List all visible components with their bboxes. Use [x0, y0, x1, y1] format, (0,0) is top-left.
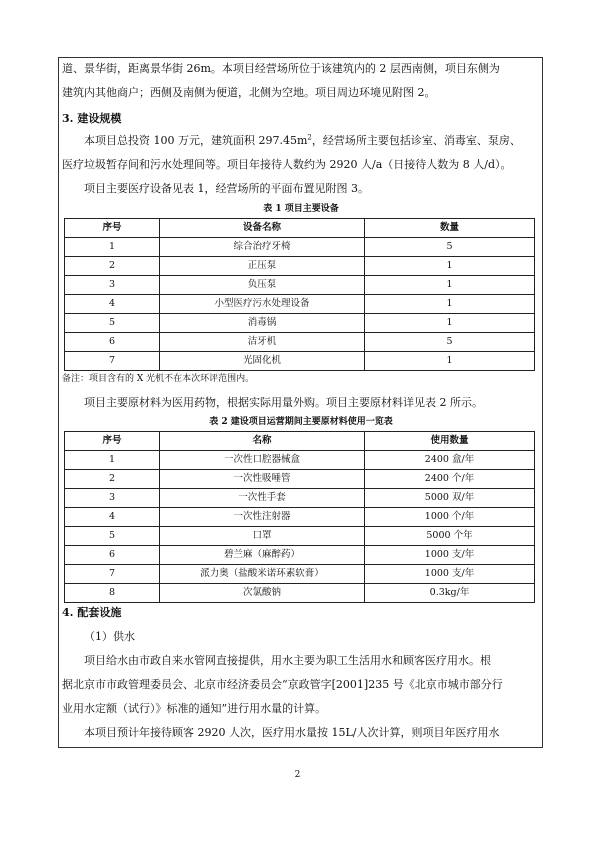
table-1-caption: 表 1 项目主要设备: [263, 204, 339, 214]
section-4-heading: 4. 配套设施: [62, 606, 122, 619]
section-4-para-2-line-1: 本项目预计年接待顾客 2920 人次，医疗用水量按 15L/人次计算，则项目年医疗用水: [84, 726, 500, 739]
intro-line-2: 建筑内其他商户；西侧及南侧为便道，北侧为空地。项目周边环境见附图 2。: [62, 86, 436, 99]
table-row: 3 负压泵 1: [65, 276, 535, 295]
intro-line-1: 道、景华街，距离景华街 26m。本项目经营场所位于该建筑内的 2 层西南侧，项目东侧为: [62, 62, 500, 75]
section-4-para-1-line-1: 项目给水由市政自来水管网直接提供，用水主要为职工生活用水和顾客医疗用水。根: [84, 654, 491, 667]
page-number: 2: [294, 770, 301, 780]
table-1-note: 备注：项目含有的 X 光机不在本次环评范围内。: [62, 374, 255, 384]
equipment-table: [64, 218, 535, 371]
table-header-row: [65, 432, 535, 451]
table-row: 4 小型医疗污水处理设备 1: [65, 295, 535, 314]
table-row: 4 一次性注射器 1000 个/年: [65, 508, 535, 527]
table-row: 6 碧兰麻（麻醉药） 1000 支/年: [65, 546, 535, 565]
table-row: 2 一次性吸唾管 2400 个/年: [65, 470, 535, 489]
header-seq: 序号: [65, 219, 160, 238]
table-row: 3 一次性手套 5000 双/年: [65, 489, 535, 508]
table-row: 8 次氯酸钠 0.3kg/年: [65, 584, 535, 603]
table-row: 5 消毒锅 1: [65, 314, 535, 333]
header-material-name: 名称: [160, 432, 365, 451]
table-row: 7 光固化机 1: [65, 352, 535, 371]
table-row: 5 口罩 5000 个年: [65, 527, 535, 546]
materials-intro: 项目主要原材料为医用药物，根据实际用量外购。项目主要原材料详见表 2 所示。: [84, 396, 483, 409]
header-quantity: 数量: [365, 219, 535, 238]
header-usage: 使用数量: [365, 432, 535, 451]
table-row: 1 一次性口腔器械盒 2400 盒/年: [65, 451, 535, 470]
table-row: 6 洁牙机 5: [65, 333, 535, 352]
header-seq: 序号: [65, 432, 160, 451]
section-3-line-2: 医疗垃圾暂存间和污水处理间等。项目年接待人数约为 2920 人/a（日接待人数为 8 人/d）。: [62, 158, 512, 171]
header-equipment-name: 设备名称: [160, 219, 365, 238]
table-row: 2 正压泵 1: [65, 257, 535, 276]
table-2-caption: 表 2 建设项目运营期间主要原材料使用一览表: [209, 417, 393, 427]
section-3-line-1: 本项目总投资 100 万元，建筑面积 $297.45m^2$，经营场所主要包括诊室、消毒室、泵房、: [84, 133, 521, 147]
table-row: 1 综合治疗牙椅 5: [65, 238, 535, 257]
section-4-subheading-water: （1）供水: [84, 630, 135, 643]
materials-table: [64, 431, 535, 603]
section-4-para-1-line-2: 据北京市市政管理委员会、北京市经济委员会“京政管字[2001]235 号《北京市城市部分行: [62, 678, 503, 691]
section-3-heading: 3. 建设规模: [62, 112, 122, 125]
section-3-line-3: 项目主要医疗设备见表 1，经营场所的平面布置见附图 3。: [84, 182, 369, 195]
table-header-row: [65, 219, 535, 238]
table-row: 7 派力奥（盐酸米诺环素软膏） 1000 支/年: [65, 565, 535, 584]
section-4-para-1-line-3: 业用水定额（试行）》标准的通知”进行用水量的计算。: [62, 702, 327, 715]
